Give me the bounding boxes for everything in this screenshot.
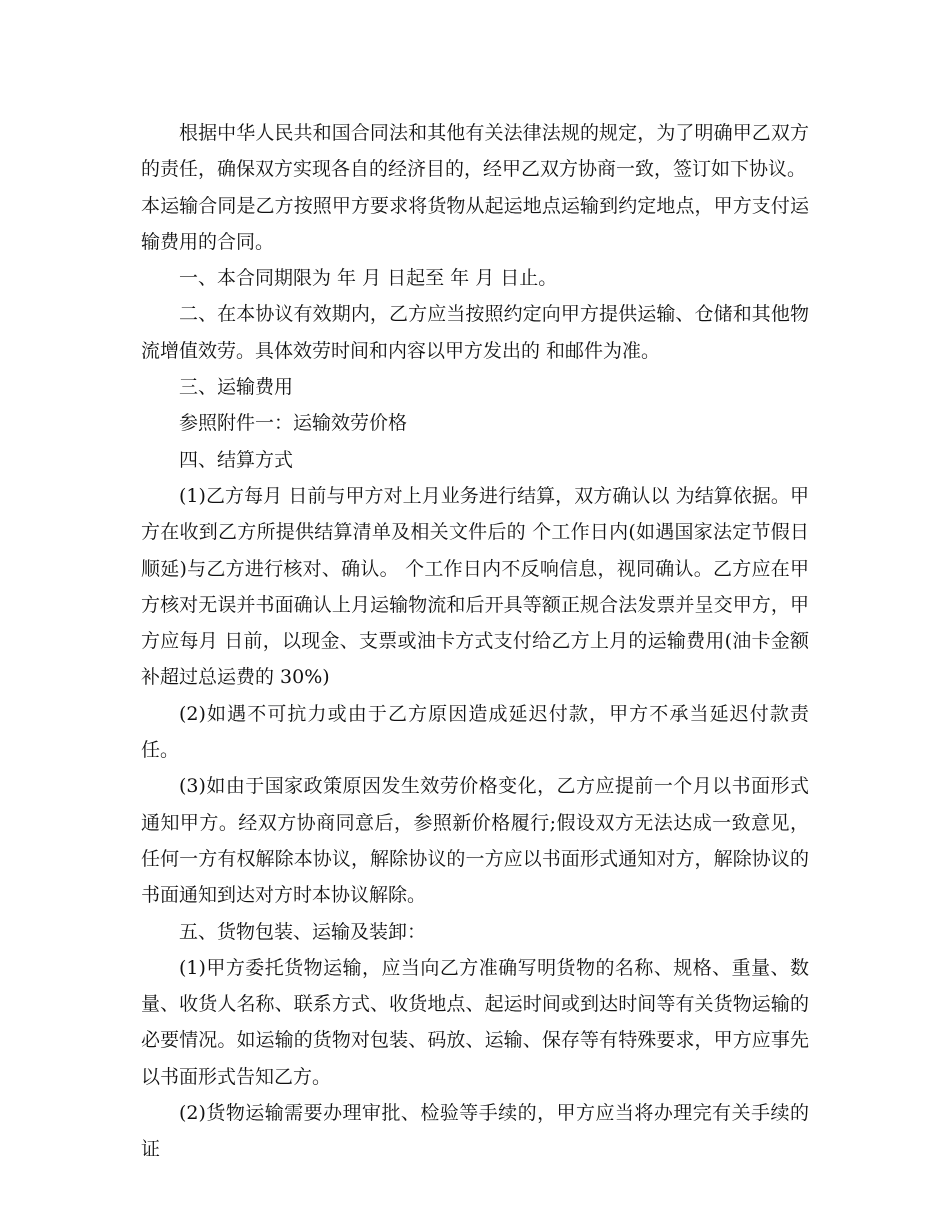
paragraph-packaging-item-1: (1)甲方委托货物运输，应当向乙方准确写明货物的名称、规格、重量、数量、收货人名称、联系方式、收货地点、起运时间或到达时间等有关货物运输的必要情况。如运输的货物对包装、码放、运输、保存等有特殊要求，甲方应事先以书面形式告知乙方。 [141, 956, 809, 1088]
paragraph-packaging-item-2: (2)货物运输需要办理审批、检验等手续的，甲方应当将办理完有关手续的证 [141, 1102, 809, 1161]
document-body [141, 115, 809, 1168]
section-heading-3-fees: 三、运输费用 [179, 376, 294, 399]
paragraph-section-2-services: 二、在本协议有效期内，乙方应当按照约定向甲方提供运输、仓储和其他物流增值效劳。具体效劳时间和内容以甲方发出的 和邮件为准。 [141, 303, 809, 362]
paragraph-preamble: 根据中华人民共和国合同法和其他有关法律法规的规定，为了明确甲乙双方的责任，确保双方实现各自的经济目的，经甲乙双方协商一致，签订如下协议。 [141, 122, 809, 181]
paragraph-settlement-item-3: (3)如由于国家政策原因发生效劳价格变化，乙方应提前一个月以书面形式通知甲方。经双方协商同意后，参照新价格履行;假设双方无法达成一致意见，任何一方有权解除本协议，解除协议的一方应以书面形式通知对方，解除协议的书面通知到达对方时本协议解除。 [141, 775, 809, 907]
paragraph-contract-definition: 本运输合同是乙方按照甲方要求将货物从起运地点运输到约定地点，甲方支付运输费用的合同。 [141, 194, 809, 253]
paragraph-settlement-item-2: (2)如遇不可抗力或由于乙方原因造成延迟付款，甲方不承当延迟付款责任。 [141, 702, 809, 762]
section-heading-4-settlement: 四、结算方式 [179, 448, 294, 471]
section-heading-5-packaging: 五、货物包装、运输及装卸： [179, 920, 427, 943]
paragraph-settlement-item-1: (1)乙方每月 日前与甲方对上月业务进行结算，双方确认以 为结算依据。甲方在收到乙方所提供结算清单及相关文件后的 个工作日内(如遇国家法定节假日顺延)与乙方进行核对、确认。 个工作日内不反响信息，视同确认。乙方应在甲方核对无误并书面确认上月运输物流和后开具等额正规合法发票并呈交甲方，甲方应每月 日前，以现金、支票或油卡方式支付给乙方上月的运输费用(油卡金额补超过总运费的 30%) [141, 484, 809, 689]
paragraph-section-1-term: 一、本合同期限为 年 月 日起至 年 月 日止。 [179, 267, 558, 290]
paragraph-attachment-reference: 参照附件一：运输效劳价格 [179, 412, 408, 435]
